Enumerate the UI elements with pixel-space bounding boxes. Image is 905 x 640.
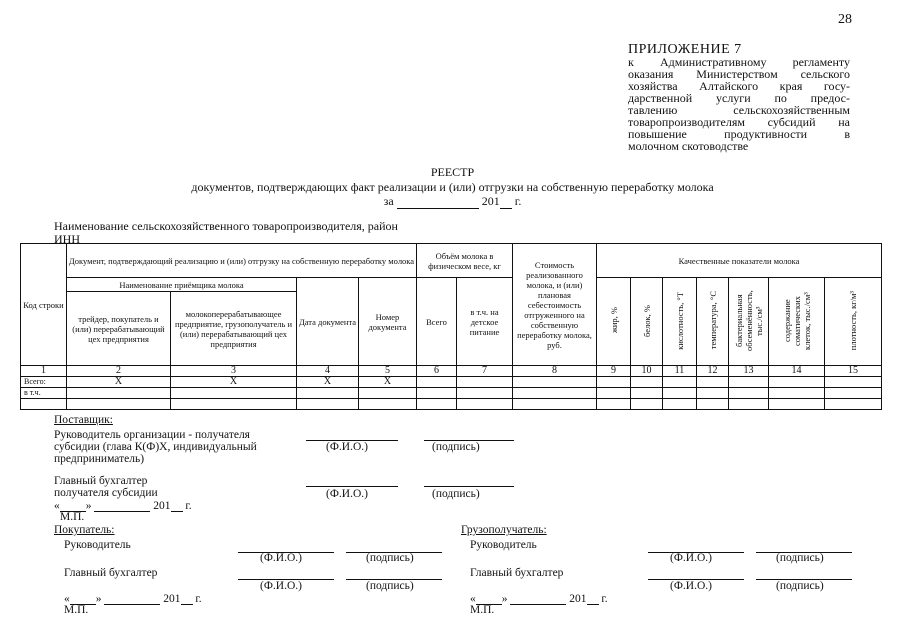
signature-line[interactable] bbox=[306, 486, 398, 487]
table-cell[interactable] bbox=[359, 388, 417, 399]
including-row bbox=[21, 388, 882, 399]
buyer-head-label: Руководитель bbox=[64, 539, 131, 551]
table-cell[interactable] bbox=[417, 377, 457, 388]
column-number: 15 bbox=[825, 366, 882, 377]
buyer-accountant-label: Главный бухгалтер bbox=[64, 567, 158, 579]
column-number: 3 bbox=[171, 366, 297, 377]
column-number: 1 bbox=[21, 366, 67, 377]
column-number: 7 bbox=[457, 366, 513, 377]
supplier-accountant-sign: (подпись) bbox=[432, 488, 480, 500]
table-cell[interactable] bbox=[67, 388, 171, 399]
processor-header: молокоперерабатывающее предприятие, грузополучатель и (или) перерабатывающий цех предприятия bbox=[171, 292, 297, 366]
buyer-head-fio: (Ф.И.О.) bbox=[260, 552, 302, 564]
table-cell[interactable] bbox=[513, 377, 597, 388]
volume-group-header: Объём молока в физическом весе, кг bbox=[417, 244, 513, 278]
column-number: 10 bbox=[631, 366, 663, 377]
supplier-accountant-label: Главный бухгалтер получателя субсидии bbox=[54, 475, 158, 499]
consignee-date: « » 201 г. bbox=[470, 593, 608, 605]
table-cell[interactable] bbox=[513, 388, 597, 399]
table-cell[interactable] bbox=[457, 388, 513, 399]
table-cell[interactable] bbox=[769, 388, 825, 399]
supplier-head-fio: (Ф.И.О.) bbox=[326, 441, 368, 453]
column-numbers-row bbox=[21, 366, 882, 377]
consignee-head-sign: (подпись) bbox=[776, 552, 824, 564]
appendix-line: товаропроизводителям субсидий на bbox=[628, 115, 850, 129]
x-mark: Х bbox=[67, 377, 171, 388]
period-blank bbox=[397, 198, 479, 209]
column-number: 5 bbox=[359, 366, 417, 377]
appendix-line: тавлению сельскохозяйственным bbox=[628, 103, 850, 117]
column-number: 8 bbox=[513, 366, 597, 377]
total-label: Всего: bbox=[21, 377, 67, 388]
volume-total-header: Всего bbox=[417, 278, 457, 366]
buyer-head-sign: (подпись) bbox=[366, 552, 414, 564]
table-cell[interactable] bbox=[697, 388, 729, 399]
quality-temperature-header: температура, °С bbox=[697, 278, 729, 366]
table-cell[interactable] bbox=[769, 377, 825, 388]
volume-baby-header: в т.ч. на детское питание bbox=[457, 278, 513, 366]
column-number: 4 bbox=[297, 366, 359, 377]
column-number: 6 bbox=[417, 366, 457, 377]
column-number: 12 bbox=[697, 366, 729, 377]
column-number: 13 bbox=[729, 366, 769, 377]
doc-number-header: Номер документа bbox=[359, 278, 417, 366]
table-cell[interactable] bbox=[697, 377, 729, 388]
table-cell[interactable] bbox=[597, 399, 631, 410]
appendix-line: оказания Министерством сельского bbox=[628, 67, 850, 81]
consignee-head-fio: (Ф.И.О.) bbox=[670, 552, 712, 564]
table-cell[interactable] bbox=[457, 399, 513, 410]
document-title: РЕЕСТР bbox=[430, 165, 475, 179]
period-prefix: за bbox=[383, 194, 394, 208]
appendix-line: повышение продуктивности в bbox=[628, 127, 850, 141]
receiver-group-header: Наименование приёмщика молока bbox=[67, 278, 297, 292]
table-cell[interactable] bbox=[729, 377, 769, 388]
period-year: 201 bbox=[481, 194, 500, 208]
buyer-date: « » 201 г. bbox=[64, 593, 202, 605]
appendix-line: молочном скотоводстве bbox=[628, 139, 749, 153]
consignee-accountant-fio: (Ф.И.О.) bbox=[670, 580, 712, 592]
table-cell[interactable] bbox=[597, 377, 631, 388]
document-subtitle: документов, подтверждающих факт реализации и (или) отгрузки на собственную переработку молока bbox=[191, 180, 714, 194]
cost-header: Стоимость реализованного молока, и (или) плановая себестоимость отгруженного на собственную переработку молока, руб. bbox=[513, 244, 597, 366]
including-label: в т.ч. bbox=[21, 388, 67, 399]
appendix-line: дарственной услуги по предос- bbox=[628, 91, 850, 105]
table-cell[interactable] bbox=[729, 388, 769, 399]
total-row bbox=[21, 377, 882, 388]
table-cell[interactable] bbox=[697, 399, 729, 410]
table-cell[interactable] bbox=[457, 377, 513, 388]
table-cell[interactable] bbox=[513, 399, 597, 410]
buyer-accountant-sign: (подпись) bbox=[366, 580, 414, 592]
code-header: Код строки bbox=[21, 244, 67, 366]
year-blank bbox=[500, 198, 512, 209]
appendix-heading: ПРИЛОЖЕНИЕ 7 bbox=[628, 42, 742, 57]
column-number: 11 bbox=[663, 366, 697, 377]
quality-somatic-header: содержание соматических клеток, тыс./см³ bbox=[769, 278, 825, 366]
table-cell[interactable] bbox=[597, 388, 631, 399]
table-cell[interactable] bbox=[631, 399, 663, 410]
document-group-header: Документ, подтверждающий реализацию и (или) отгрузку на собственную переработку молока bbox=[67, 244, 417, 278]
table-cell[interactable] bbox=[663, 388, 697, 399]
consignee-stamp: М.П. bbox=[470, 604, 495, 616]
table-cell[interactable] bbox=[825, 377, 882, 388]
appendix-block bbox=[628, 44, 850, 152]
period-line bbox=[0, 194, 905, 209]
table-cell[interactable] bbox=[297, 388, 359, 399]
period-suffix: г. bbox=[514, 194, 522, 208]
org-name-label: Наименование сельскохозяйственного товаропроизводителя, район bbox=[54, 219, 398, 233]
table-cell[interactable] bbox=[631, 377, 663, 388]
table-cell[interactable] bbox=[825, 399, 882, 410]
empty-row bbox=[21, 399, 882, 410]
supplier-head-label: Руководитель организации - получателя субсидии (глава К(Ф)Х, индивидуальный предприниматель) bbox=[54, 429, 257, 465]
column-number: 2 bbox=[67, 366, 171, 377]
trader-header: трейдер, покупатель и (или) перерабатывающий цех предприятия bbox=[67, 292, 171, 366]
page-number: 28 bbox=[838, 12, 852, 27]
quality-bacteria-header: бактериальная обсеменённость, тыс./см³ bbox=[729, 278, 769, 366]
table-cell[interactable] bbox=[417, 388, 457, 399]
supplier-heading: Поставщик: bbox=[54, 414, 113, 426]
signature-line[interactable] bbox=[424, 486, 514, 487]
buyer-accountant-fio: (Ф.И.О.) bbox=[260, 580, 302, 592]
registry-table bbox=[20, 243, 882, 410]
quality-protein-header: белок, % bbox=[631, 278, 663, 366]
table-cell[interactable] bbox=[171, 388, 297, 399]
appendix-line: хозяйства Алтайского края госу- bbox=[628, 79, 850, 93]
supplier-accountant-fio: (Ф.И.О.) bbox=[326, 488, 368, 500]
column-number: 9 bbox=[597, 366, 631, 377]
table-cell[interactable] bbox=[171, 399, 297, 410]
table-cell[interactable] bbox=[663, 399, 697, 410]
doc-date-header: Дата документа bbox=[297, 278, 359, 366]
x-mark: Х bbox=[359, 377, 417, 388]
column-number: 14 bbox=[769, 366, 825, 377]
table-cell[interactable] bbox=[67, 399, 171, 410]
table-cell[interactable] bbox=[417, 399, 457, 410]
table-cell[interactable] bbox=[359, 399, 417, 410]
supplier-stamp: М.П. bbox=[60, 511, 85, 523]
table-cell[interactable] bbox=[297, 399, 359, 410]
x-mark: Х bbox=[297, 377, 359, 388]
table-cell[interactable] bbox=[663, 377, 697, 388]
x-mark: Х bbox=[171, 377, 297, 388]
quality-fat-header: жир, % bbox=[597, 278, 631, 366]
table-cell[interactable] bbox=[21, 399, 67, 410]
quality-density-header: плотность, кг/м³ bbox=[825, 278, 882, 366]
table-cell[interactable] bbox=[825, 388, 882, 399]
consignee-accountant-sign: (подпись) bbox=[776, 580, 824, 592]
appendix-line: к Административному регламенту bbox=[628, 55, 850, 69]
quality-group-header: Качественные показатели молока bbox=[597, 244, 882, 278]
inn-label: ИНН bbox=[54, 232, 80, 246]
supplier-head-sign: (подпись) bbox=[432, 441, 480, 453]
consignee-head-label: Руководитель bbox=[470, 539, 537, 551]
buyer-stamp: М.П. bbox=[64, 604, 89, 616]
supplier-date: « » 201 г. bbox=[54, 500, 192, 512]
table-cell[interactable] bbox=[631, 388, 663, 399]
buyer-heading: Покупатель: bbox=[54, 524, 115, 536]
consignee-accountant-label: Главный бухгалтер bbox=[470, 567, 564, 579]
quality-acidity-header: кислотность, °Т bbox=[663, 278, 697, 366]
table-cell[interactable] bbox=[769, 399, 825, 410]
consignee-heading: Грузополучатель: bbox=[461, 524, 547, 536]
table-cell[interactable] bbox=[729, 399, 769, 410]
